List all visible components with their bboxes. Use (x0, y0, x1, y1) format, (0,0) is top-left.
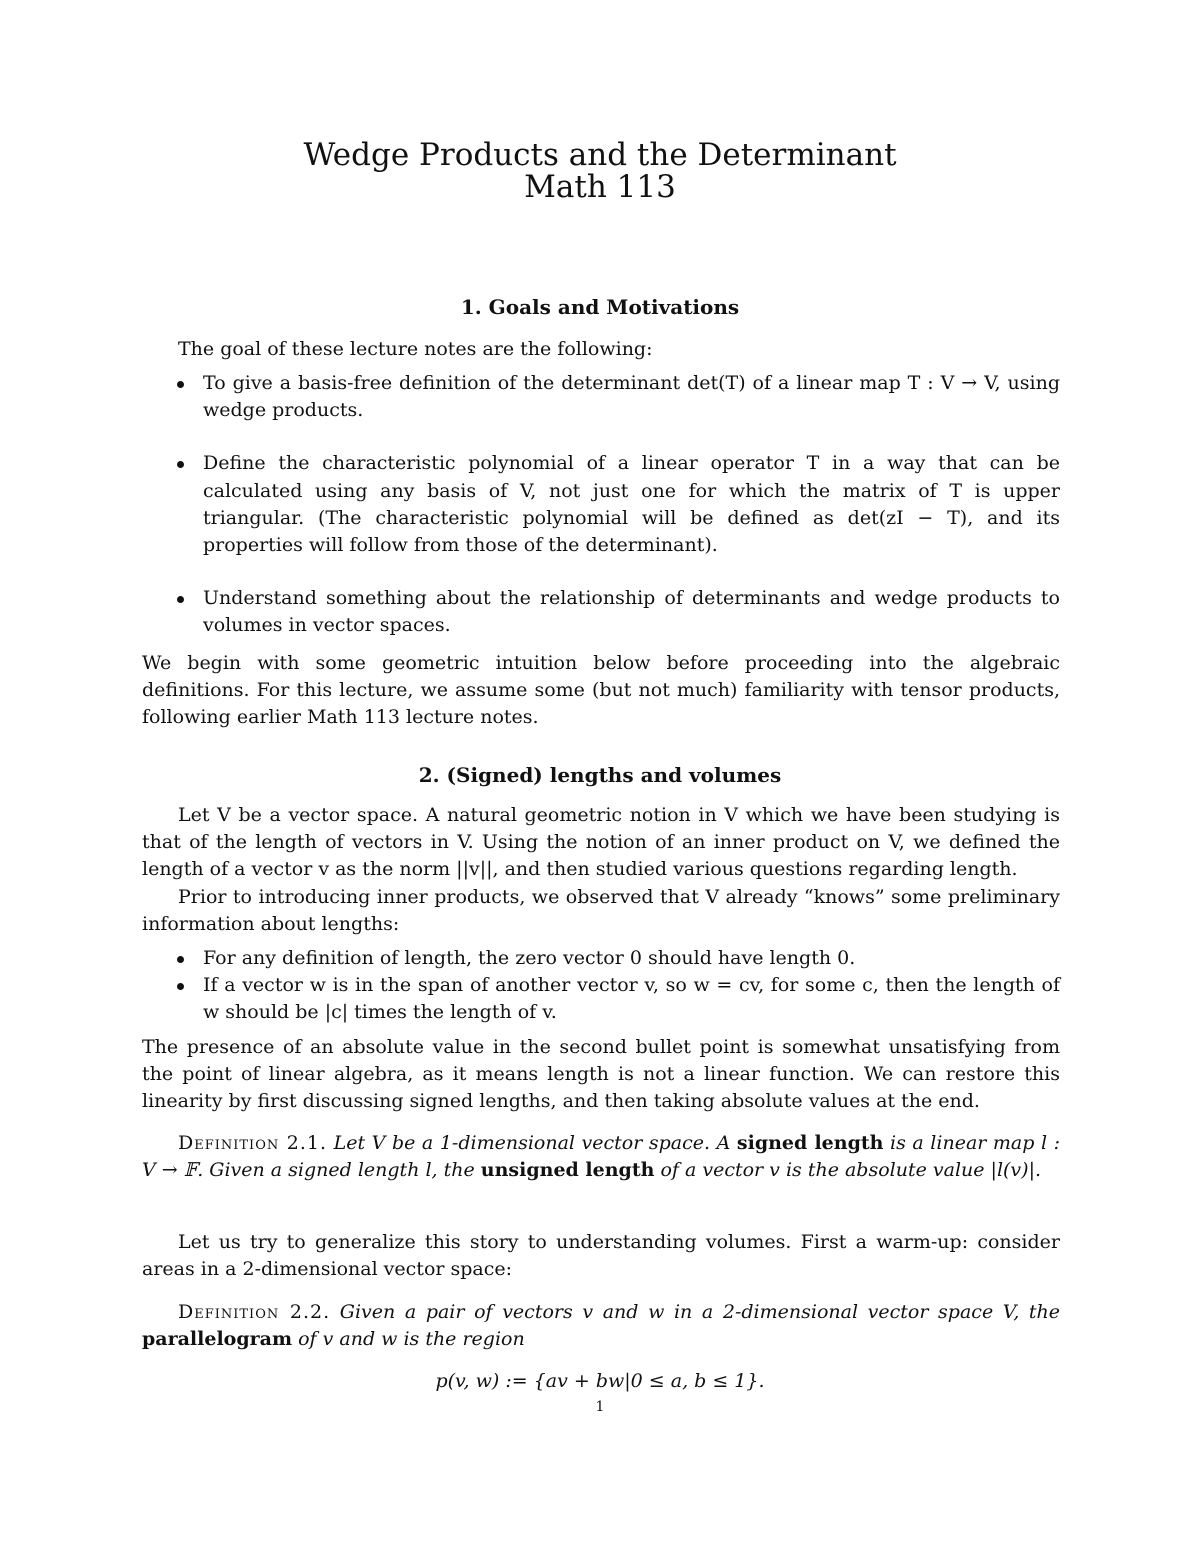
section-heading-goals: 1. Goals and Motivations (460, 295, 740, 319)
bullet-icon (177, 381, 184, 388)
list-item: Define the characteristic polynomial of a linear operator T in a way that can be calculated using any basis of V, not just one for which the matrix of T is upper triangular. (The characteristic polynomial will be defined as det(zI − T), and its properties will follow from those of the determinant). (203, 450, 1060, 559)
defined-term: parallelogram (142, 1328, 293, 1351)
defined-term: unsigned length (480, 1159, 655, 1182)
goals-intro: The goal of these lecture notes are the following: (178, 338, 653, 360)
lengths-para-4: Let us try to generalize this story to understanding volumes. First a warm-up: consider areas in a 2-dimensional vector space: (142, 1231, 1060, 1281)
bullet-icon (177, 461, 184, 468)
definition-2-1: Definition 2.1. Let V be a 1-dimensional vector space. A signed length is a linear map l : V → 𝔽. Given a signed length l, the unsigned length of a vector v is the absolute value |l(v)|. (142, 1132, 1061, 1182)
definition-label: Definition 2.1. (178, 1132, 328, 1154)
definition-label: Definition 2.2. (178, 1301, 331, 1323)
lengths-para-3: The presence of an absolute value in the second bullet point is somewhat unsatisfying from the point of linear algebra, as it means length is not a linear function. We can restore this linearity by first discussing signed lengths, and then taking absolute values at the end. (142, 1036, 1060, 1113)
list-item: Understand something about the relationship of determinants and wedge products to volumes in vector spaces. (203, 585, 1060, 639)
parallelogram-formula: p(v, w) := {av + bw|0 ≤ a, b ≤ 1}. (435, 1370, 765, 1392)
bullet-icon (177, 983, 184, 990)
defined-term: signed length (736, 1132, 884, 1154)
document-title: Wedge Products and the Determinant (303, 137, 897, 173)
lengths-para-1: Let V be a vector space. A natural geometric notion in V which we have been studying is that of the length of vectors in V. Using the notion of an inner product on V, we defined the length of a vector v as the norm ||v||, and then studied various questions regarding length. (142, 804, 1060, 881)
lengths-para-2: Prior to introducing inner products, we observed that V already “knows” some preliminary information about lengths: (142, 886, 1060, 936)
definition-2-2: Definition 2.2. Given a pair of vectors v and w in a 2-dimensional vector space V, the parallelogram of v and w is the region (142, 1301, 1060, 1351)
bullet-icon (177, 956, 184, 963)
list-item: If a vector w is in the span of another vector v, so w = cv, for some c, then the length of w should be |c| times the length of v. (203, 972, 1060, 1026)
bullet-icon (177, 596, 184, 603)
goals-list (203, 370, 1060, 640)
list-item: For any definition of length, the zero vector 0 should have length 0. (203, 945, 1060, 972)
page-number: 1 (595, 1399, 605, 1415)
lengths-list (203, 945, 1060, 1027)
document-subtitle: Math 113 (524, 169, 676, 205)
list-item: To give a basis-free definition of the determinant det(T) of a linear map T : V → V, using wedge products. (203, 370, 1060, 424)
section-heading-lengths: 2. (Signed) lengths and volumes (418, 763, 782, 787)
goals-outro: We begin with some geometric intuition below before proceeding into the algebraic definitions. For this lecture, we assume some (but not much) familiarity with tensor products, following earlier Math 113 lecture notes. (142, 652, 1060, 729)
